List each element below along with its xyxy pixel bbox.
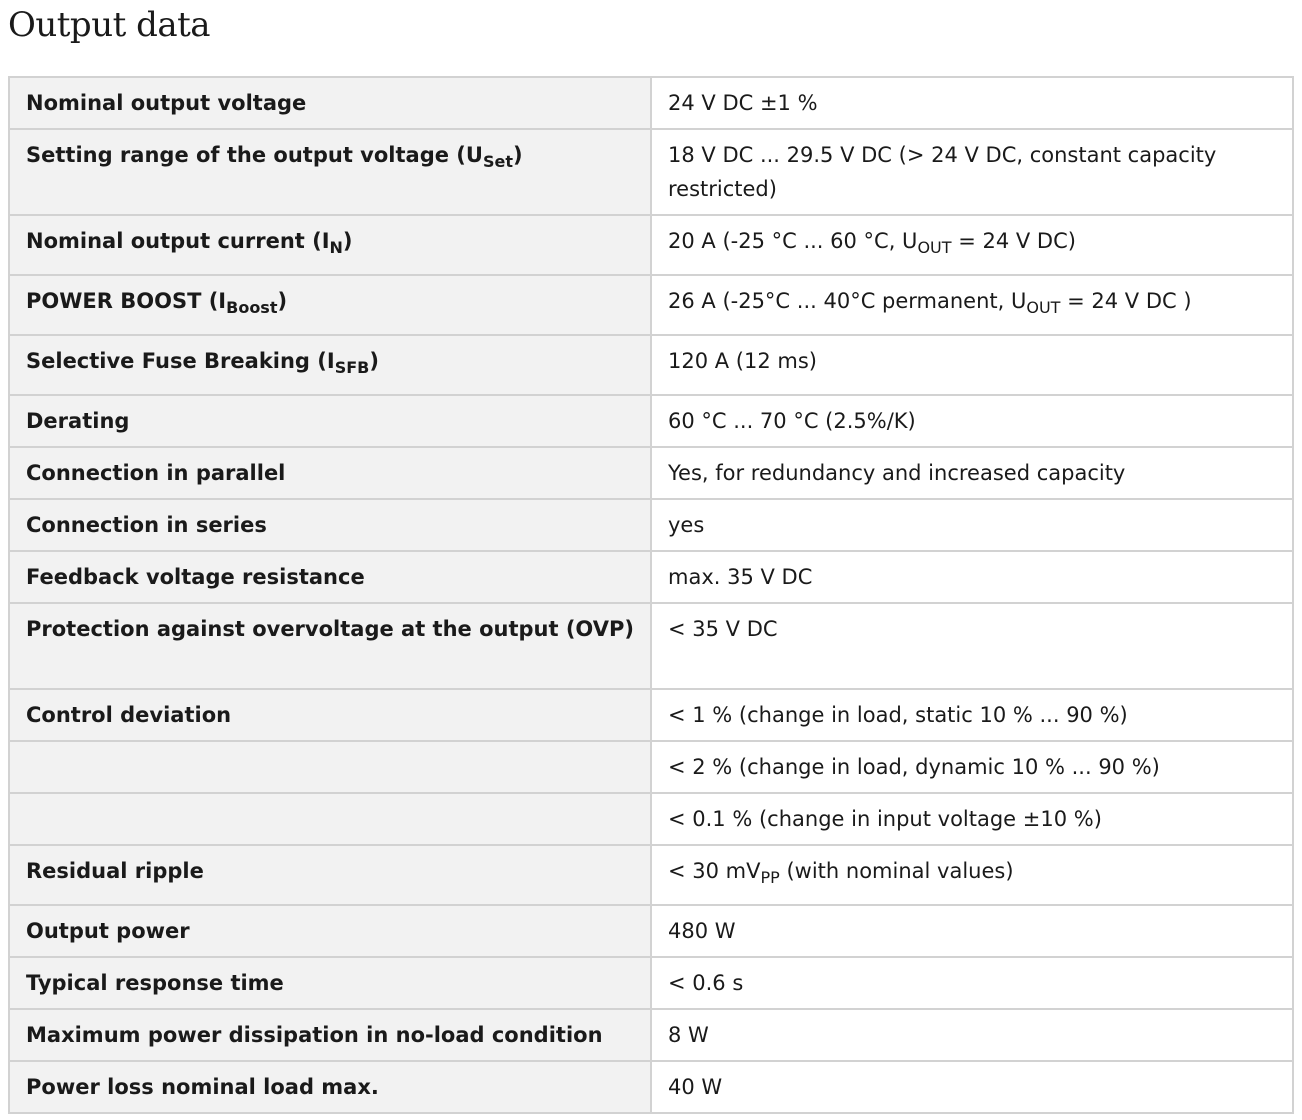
row-label: Derating bbox=[9, 395, 651, 447]
table-row bbox=[9, 215, 1293, 275]
output-data-table bbox=[8, 76, 1294, 1114]
table-row bbox=[9, 395, 1293, 447]
page-title: Output data bbox=[8, 5, 211, 45]
row-label bbox=[9, 793, 651, 845]
table-row bbox=[9, 447, 1293, 499]
row-label bbox=[9, 741, 651, 793]
row-label: Control deviation bbox=[9, 689, 651, 741]
row-value: Yes, for redundancy and increased capacity bbox=[651, 447, 1293, 499]
table-row bbox=[9, 905, 1293, 957]
label-subscript: Set bbox=[482, 152, 513, 171]
row-label: Selective Fuse Breaking $(I_{SFB})$ bbox=[9, 335, 651, 395]
table-row bbox=[9, 1009, 1293, 1061]
row-label: Feedback voltage resistance bbox=[9, 551, 651, 603]
row-value: 26 A (-25°C ... 40°C permanent, $U_{OUT} = 24$ V DC ) bbox=[651, 275, 1293, 335]
row-value: 20 A (-25 °C ... 60 °C, $U_{OUT} = 24$ V DC) bbox=[651, 215, 1293, 275]
row-label: Residual ripple bbox=[9, 845, 651, 905]
row-label: Nominal output voltage bbox=[9, 77, 651, 129]
row-value: < 35 V DC bbox=[651, 603, 1293, 689]
row-value: < 30 $mV_{PP}$ (with nominal values) bbox=[651, 845, 1293, 905]
table-row bbox=[9, 129, 1293, 215]
row-label: Nominal output current $(I_N)$ bbox=[9, 215, 651, 275]
row-label: Maximum power dissipation in no-load condition bbox=[9, 1009, 651, 1061]
row-label: Protection against overvoltage at the output (OVP) bbox=[9, 603, 651, 689]
table-row bbox=[9, 741, 1293, 793]
row-label: Connection in parallel bbox=[9, 447, 651, 499]
row-label: Connection in series bbox=[9, 499, 651, 551]
value-subscript: PP bbox=[760, 868, 780, 887]
table-row bbox=[9, 77, 1293, 129]
row-value: 40 W bbox=[651, 1061, 1293, 1113]
row-value: 60 °C ... 70 °C (2.5%/K) bbox=[651, 395, 1293, 447]
row-value: yes bbox=[651, 499, 1293, 551]
row-value: < 0.1 % (change in input voltage ±10 %) bbox=[651, 793, 1293, 845]
row-value: 24 V DC ±1 % bbox=[651, 77, 1293, 129]
table-row bbox=[9, 689, 1293, 741]
row-value: 8 W bbox=[651, 1009, 1293, 1061]
row-label: Setting range of the output voltage $(U_{Set})$ bbox=[9, 129, 651, 215]
row-value: < 2 % (change in load, dynamic 10 % ... 90 %) bbox=[651, 741, 1293, 793]
table-row bbox=[9, 551, 1293, 603]
row-label: Typical response time bbox=[9, 957, 651, 1009]
row-value: < 1 % (change in load, static 10 % ... 90 %) bbox=[651, 689, 1293, 741]
value-subscript: OUT bbox=[917, 238, 952, 257]
row-value: 480 W bbox=[651, 905, 1293, 957]
row-value: 18 V DC ... 29.5 V DC (> 24 V DC, constant capacity restricted) bbox=[651, 129, 1293, 215]
table-row bbox=[9, 335, 1293, 395]
table-row bbox=[9, 1061, 1293, 1113]
table-row bbox=[9, 499, 1293, 551]
row-label: POWER BOOST $(I_{Boost})$ bbox=[9, 275, 651, 335]
label-subscript: Boost bbox=[226, 298, 278, 317]
row-label: Power loss nominal load max. bbox=[9, 1061, 651, 1113]
label-subscript: N bbox=[329, 238, 343, 257]
table-row bbox=[9, 275, 1293, 335]
table-row bbox=[9, 845, 1293, 905]
row-label: Output power bbox=[9, 905, 651, 957]
table-row bbox=[9, 603, 1293, 689]
row-value: 120 A (12 ms) bbox=[651, 335, 1293, 395]
label-subscript: SFB bbox=[334, 358, 370, 377]
row-value: max. 35 V DC bbox=[651, 551, 1293, 603]
table-row bbox=[9, 793, 1293, 845]
value-subscript: OUT bbox=[1026, 298, 1061, 317]
row-value: < 0.6 s bbox=[651, 957, 1293, 1009]
table-row bbox=[9, 957, 1293, 1009]
